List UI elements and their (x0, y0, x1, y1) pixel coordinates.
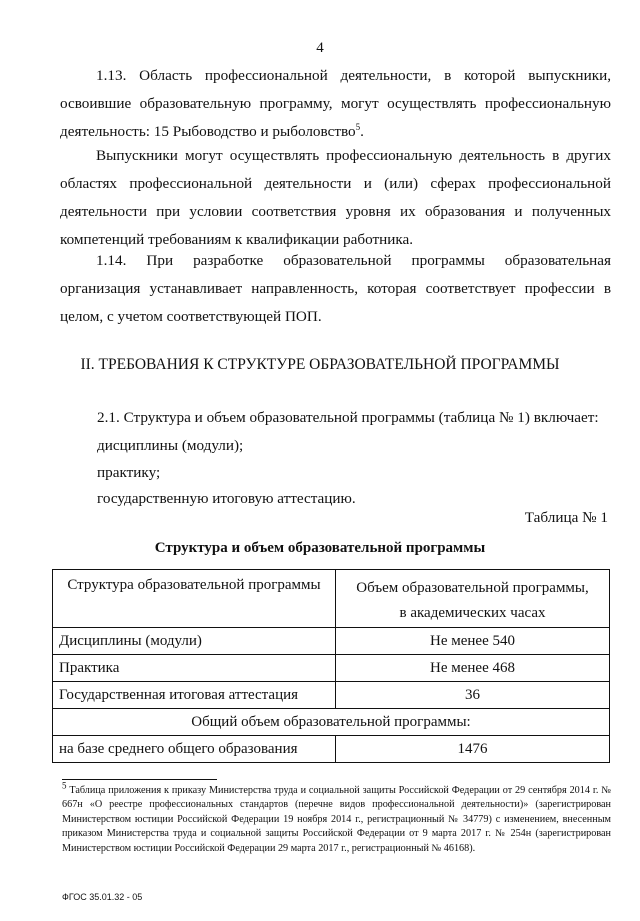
paragraph-graduates: Выпускники могут осуществлять профессиональную деятельность в других областях профессиональной деятельности и (или) сферах профессиональной деятельности при условии соответствия уровня их образования и полученных компетенций требованиям к квалификации работника. (60, 147, 611, 248)
table-number: Таблица № 1 (524, 509, 608, 526)
footnote-text: Таблица приложения к приказу Министерства труда и социальной защиты Российской Федерации от 29 сентября 2014 г. № 667н «О реестре профессиональных стандартов (перечне видов профессиональной деятельности)» (зарегистрирован Министерством юстиции Российской Федерации 19 ноября 2014 г., регистрационный № 34779) с изменением, внесенным приказом Министерства труда и социальной защиты Российской Федерации от 9 марта 2017 г. № 254н (зарегистрирован Министерством юстиции Российской Федерации 29 марта 2017 г., регистрационный № 46168). (62, 785, 612, 854)
table-row (53, 736, 610, 763)
footnote-mark: 5 (62, 780, 67, 791)
paragraph-1-13 (60, 62, 611, 146)
table-title: Структура и объем образовательной программы (154, 540, 486, 556)
paragraph-2-1: 2.1. Структура и объем образовательной программы (таблица № 1) включает: (97, 409, 599, 426)
page-number: 4 (316, 40, 324, 56)
row-label: Дисциплины (модули) (53, 628, 336, 655)
paragraph-1-13-text: 1.13. Область профессиональной деятельности, в которой выпускники, освоившие образовательную программу, могут осуществлять профессиональную деятельность: 15 Рыбоводство и рыболовство (60, 67, 611, 140)
header-structure: Структура образовательной программы (53, 570, 336, 628)
table-row (53, 682, 610, 709)
row-value: Не менее 468 (336, 655, 610, 682)
header-volume (336, 570, 610, 628)
total-label: Общий объем образовательной программы: (53, 709, 610, 736)
table-row (53, 655, 610, 682)
list-item: дисциплины (модули); (97, 437, 244, 454)
footer-code: ФГОС 35.01.32 - 05 (62, 892, 143, 902)
header-volume-line1: Объем образовательной программы, (356, 580, 589, 596)
row-label: Практика (53, 655, 336, 682)
table-total-header-row (53, 709, 610, 736)
program-structure-table (52, 569, 610, 763)
row-value: 1476 (336, 736, 610, 763)
list-item: практику; (97, 464, 161, 481)
footnote-ref: 5 (355, 121, 361, 132)
row-value: Не менее 540 (336, 628, 610, 655)
section-heading: II. ТРЕБОВАНИЯ К СТРУКТУРЕ ОБРАЗОВАТЕЛЬНОЙ ПРОГРАММЫ (80, 356, 560, 373)
row-label: Государственная итоговая аттестация (53, 682, 336, 709)
paragraph-1-14: 1.14. При разработке образовательной программы образовательная организация устанавливает направленность, которая соответствует профессии в целом, с учетом соответствующей ПОП. (60, 252, 611, 325)
row-label: на базе среднего общего образования (53, 736, 336, 763)
footnote (62, 780, 612, 856)
table-header-row (53, 570, 610, 628)
table-row (53, 628, 610, 655)
row-value: 36 (336, 682, 610, 709)
list-item: государственную итоговую аттестацию. (97, 490, 356, 507)
paragraph-1-13-end: . (360, 123, 364, 140)
header-volume-line2: в академических часах (399, 605, 546, 621)
footnote-separator (62, 779, 217, 780)
